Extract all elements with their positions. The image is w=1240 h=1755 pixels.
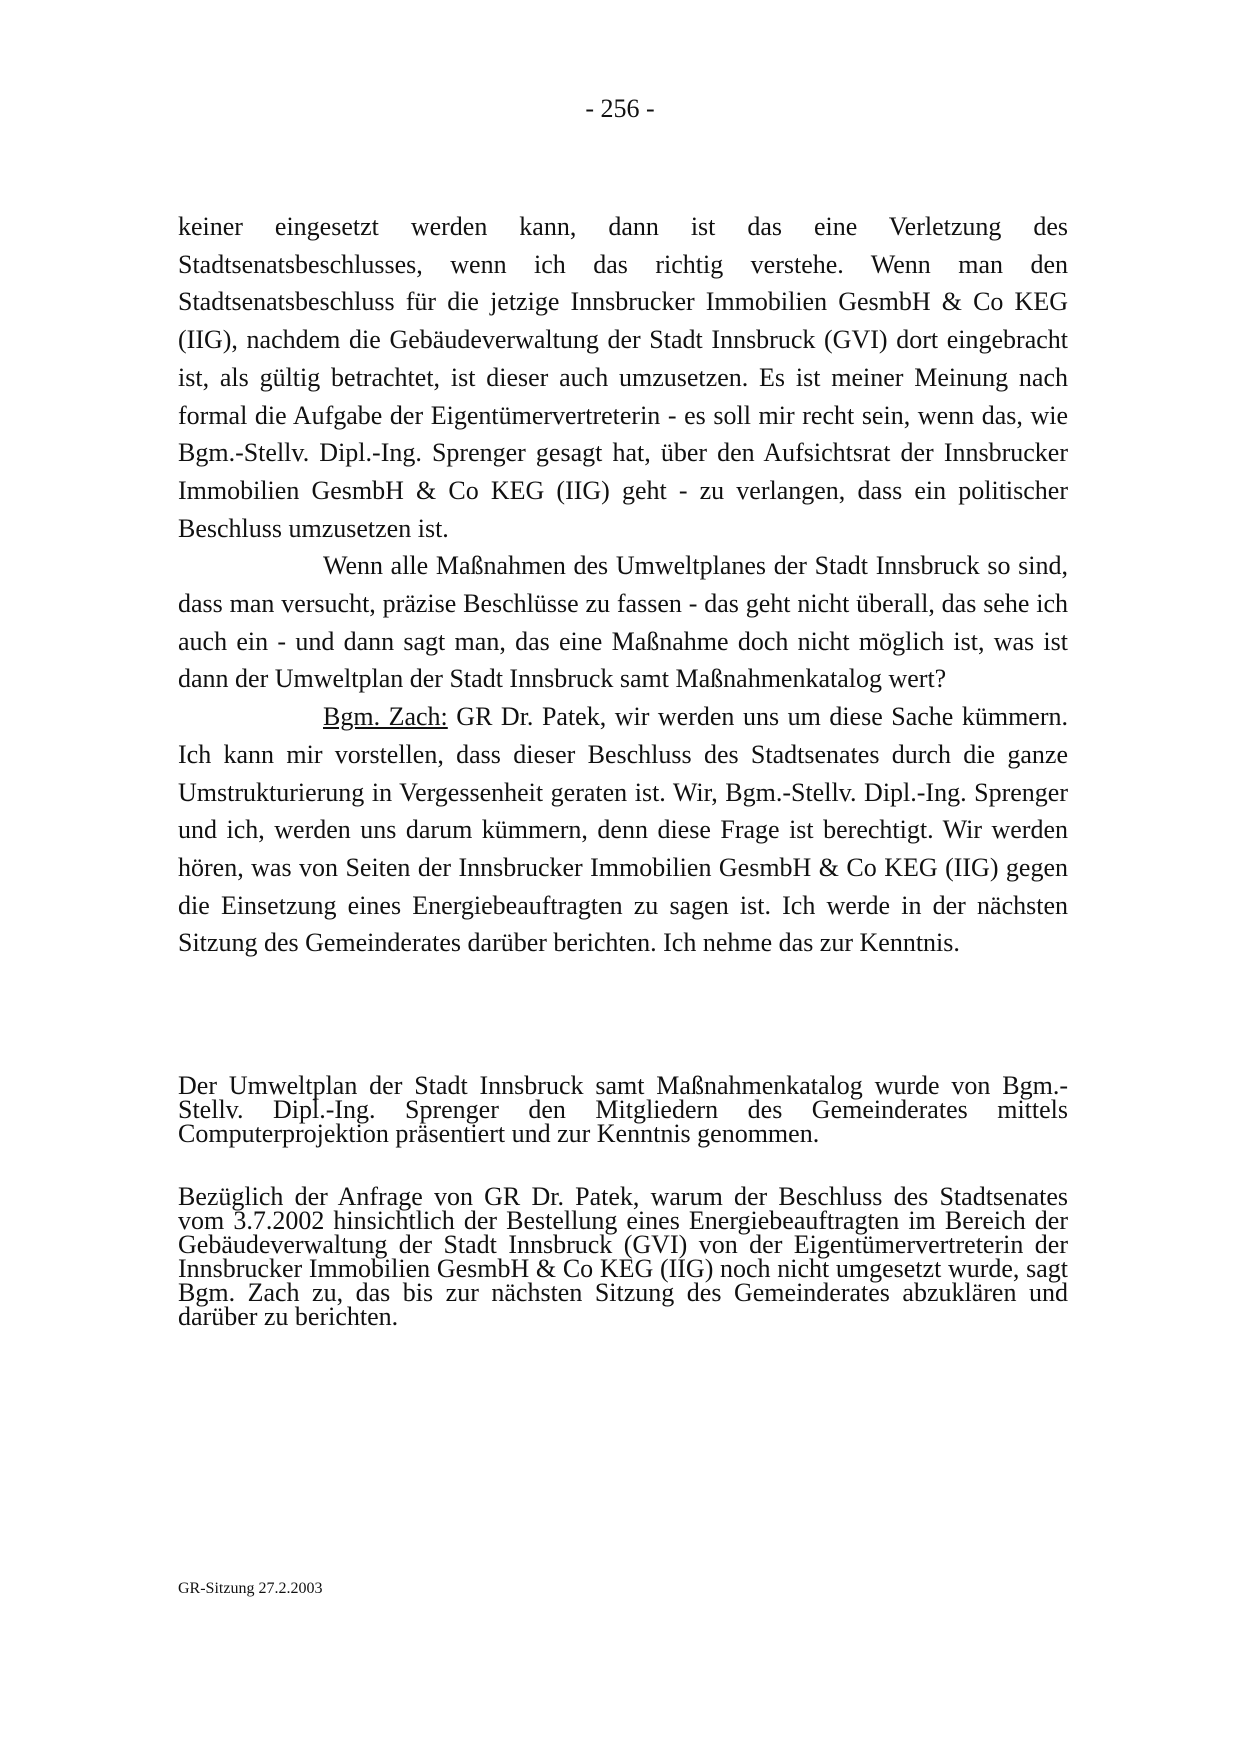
footer-session-label: GR-Sitzung 27.2.2003: [178, 1580, 323, 1597]
speaker-statement: GR Dr. Patek, wir werden uns um diese Sache kümmern. Ich kann mir vorstellen, dass dieser Beschluss des Stadtsenates durch die ganze Umstrukturierung in Vergessenheit geraten ist. Wir, Bgm.-Stellv. Dipl.-Ing. Sprenger und ich, werden uns darum kümmern, denn diese Frage ist berechtigt. Wir werden hören, was von Seiten der Innsbrucker Immobilien GesmbH & Co KEG (IIG) gegen die Einsetzung eines Energiebeauftragten zu sagen ist. Ich werde in der nächsten Sitzung des Gemeinderates darüber berichten. Ich nehme das zur Kenntnis.: [178, 702, 1068, 958]
resolution-summary-1: [178, 1071, 1068, 1148]
transcript-paragraph-1: keiner eingesetzt werden kann, dann ist das eine Verletzung des Stadtsenatsbeschlusses, wenn ich das richtig verstehe. Wenn man den Stadtsenatsbeschluss für die jetzige Innsbrucker Immobilien GesmbH & Co KEG (IIG), nachdem die Gebäudeverwaltung der Stadt Innsbruck (GVI) dort eingebracht ist, als gültig betrachtet, ist dieser auch umzusetzen. Es ist meiner Meinung nach formal die Aufgabe der Eigentümervertreterin - es soll mir recht sein, wenn das, wie Bgm.-Stellv. Dipl.-Ing. Sprenger gesagt hat, über den Aufsichtsrat der Innsbrucker Immobilien GesmbH & Co KEG (IIG) geht - zu verlangen, dass ein politischer Beschluss umzusetzen ist.: [178, 212, 1068, 543]
transcript-body: [178, 208, 1068, 962]
transcript-paragraph-2: Wenn alle Maßnahmen des Umweltplanes der Stadt Innsbruck so sind, dass man versucht, präzise Beschlüsse zu fassen - das geht nicht überall, das sehe ich auch ein - und dann sagt man, das eine Maßnahme doch nicht möglich ist, was ist dann der Umweltplan der Stadt Innsbruck samt Maßnahmenkatalog wert?: [178, 551, 1068, 694]
page-number: - 256 -: [585, 94, 655, 123]
transcript-paragraph-3: [178, 698, 1068, 962]
speaker-name: Bgm. Zach:: [323, 702, 448, 732]
summary-paragraph-2: Bezüglich der Anfrage von GR Dr. Patek, warum der Beschluss des Stadtsenates vom 3.7.2002 hinsichtlich der Bestellung eines Energiebeauftragten im Bereich der Gebäudeverwaltung der Stadt Innsbruck (GVI) von der Eigentümervertreterin der Innsbrucker Immobilien GesmbH & Co KEG (IIG) noch nicht umgesetzt wurde, sagt Bgm. Zach zu, das bis zur nächsten Sitzung des Gemeinderates abzuklären und darüber zu berichten.: [178, 1182, 1068, 1331]
resolution-summary-2: [178, 1182, 1068, 1331]
summary-paragraph-1: Der Umweltplan der Stadt Innsbruck samt Maßnahmenkatalog wurde von Bgm.-Stellv. Dipl.-Ing. Sprenger den Mitgliedern des Gemeinderates mittels Computerprojektion präsentiert und zur Kenntnis genommen.: [178, 1071, 1068, 1148]
